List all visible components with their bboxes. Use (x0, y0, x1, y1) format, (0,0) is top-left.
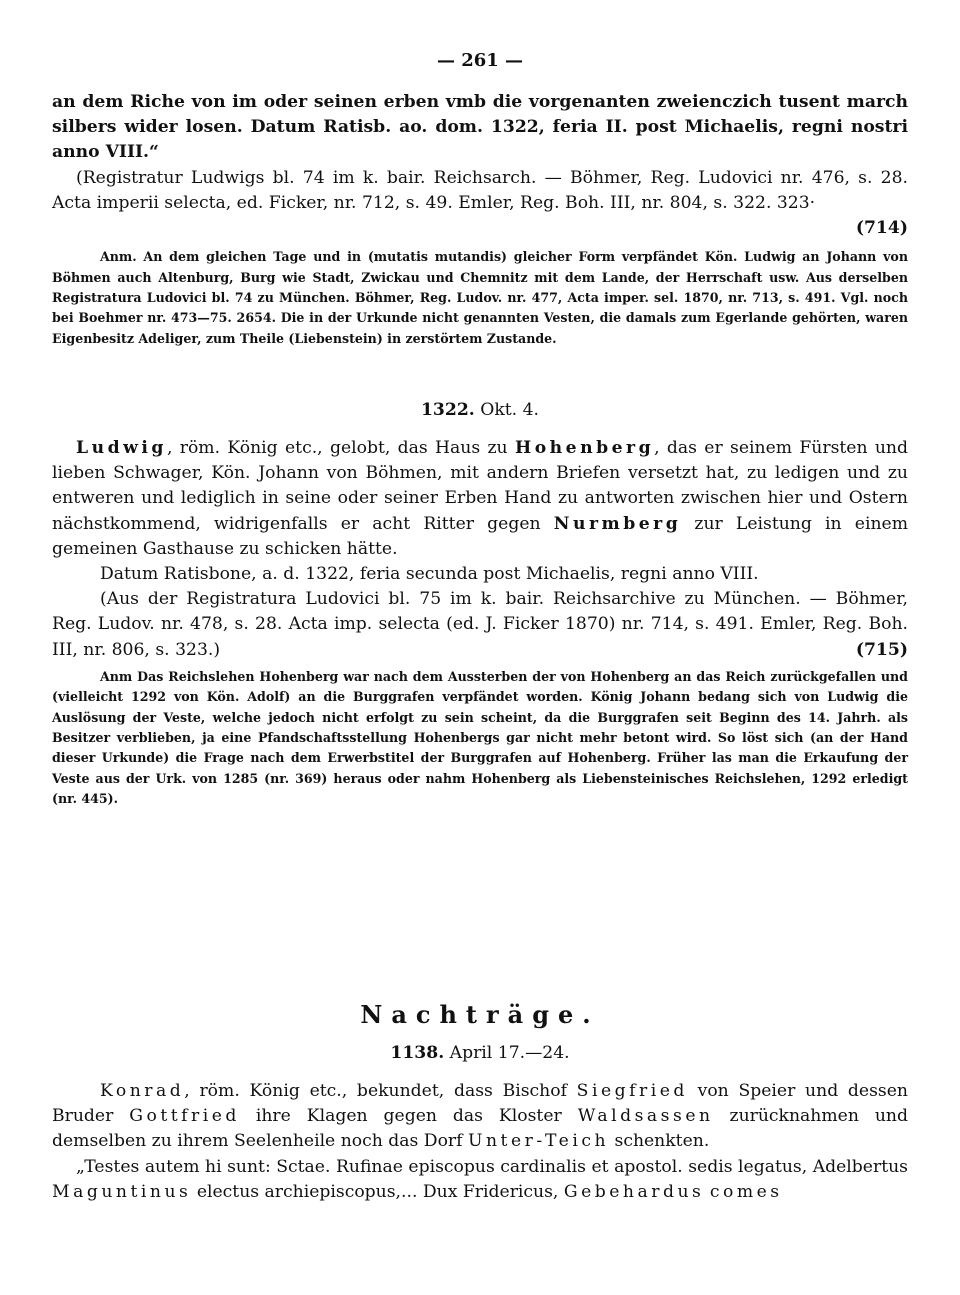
doc715-text-b: , das er seinem Fürsten und lieben Schwager, Kön. Johann von Böhmen, mit andern Briefen versetzt hat, zu ledigen und zu entweren und lediglich in seine oder seiner Erben Hand zu antworten zwischen hier und Ostern nächstkommend, widrigenfalls er acht Ritter gegen (52, 438, 908, 534)
doc715-text-c: zur Leistung in einem gemeinen Gasthause zu schicken hätte. (52, 513, 909, 559)
document-715 (52, 400, 908, 810)
nachtraege-name3: Gottfried (129, 1106, 240, 1127)
doc715-regest (52, 436, 908, 562)
doc715-date (52, 400, 908, 420)
nachtraege-testes-d: comes (709, 1181, 783, 1202)
nachtraege-text-c: ihre Klagen gegen das Kloster (239, 1106, 578, 1127)
nachtraege-name: Konrad (100, 1081, 185, 1101)
doc715-place1: Hohenberg (514, 438, 655, 458)
nachtraege-testes-name2: Gebehardus (563, 1181, 705, 1202)
doc715-number: (715) (855, 639, 908, 660)
doc715-datum: Datum Ratisbone, a. d. 1322, feria secunda post Michaelis, regni anno VIII. (100, 564, 759, 585)
page-number: — 261 — (436, 50, 524, 71)
doc715-note: Anm Das Reichslehen Hohenberg war nach dem Aussterben der von Hohenberg an das Reich zurückgefallen und (vielleicht 1292 von Kön. Adolf) an die Burggrafen verpfändet worden. König Johann bedang sich von Ludwig die Auslösung der Veste, welche jedoch nicht erfolgt zu sein scheint, da die Burggrafen seit Beginn des 14. Jahrh. als Besitzer verblieben, ja eine Pfandschaftsstellung Hohenbergs gar nicht mehr betont wird. So löst sich (an der Hand dieser Urkunde) die Frage nach dem Erwerbstitel der Burggrafen auf Hohenberg. Früher las man die Erkaufung der Veste aus der Urk. von 1285 (nr. 369) heraus oder nahm Hohenberg als Liebensteinisches Reichslehen, 1292 erledigt (nr. 445). (52, 668, 908, 807)
nachtraege-date-year: 1138. (390, 1043, 445, 1063)
nachtraege-text-b: von Speier und dessen Bruder (52, 1081, 908, 1127)
nachtraege-testes-a: „Testes autem hi sunt: Sctae. Rufinae episcopus cardinalis et apostol. sedis legatus, Adelbertus (76, 1156, 908, 1177)
doc714-text: an dem Riche von im oder seinen erben vmb die vorgenanten zweienczich tusent march silbers wider losen. Datum Ratisb. ao. dom. 1322, feria II. post Michaelis, regni nostri anno VIII.“ (52, 92, 908, 163)
nachtraege-testes-b: electus archiepiscopus,... Dux Fridericus, (191, 1181, 564, 1202)
doc714-number: (714) (855, 218, 908, 239)
nachtraege-testes-name1: Maguntinus (52, 1181, 192, 1202)
doc715-text-a: , röm. König etc., gelobt, das Haus zu (166, 438, 515, 458)
nachtraege-regest (52, 1079, 908, 1155)
doc715-date-year: 1322. (420, 400, 475, 420)
doc715-source-wrap (52, 587, 908, 663)
nachtraege-text-d: zurücknahmen und demselben zu ihrem Seelenheile noch das Dorf (52, 1106, 908, 1152)
doc715-date-rest: Okt. 4. (480, 400, 540, 420)
nachtraege-date-rest: April 17.—24. (449, 1043, 570, 1063)
nachtraege-place1: Waldsassen (577, 1106, 714, 1127)
nachtraege-name2: Siegfried (576, 1081, 688, 1101)
doc715-source: (Aus der Registratura Ludovici bl. 75 im k. bair. Reichsarchive zu München. — Böhmer, Reg. Ludov. nr. 478, s. 28. Acta imp. selecta (ed. J. Ficker 1870) nr. 714, s. 491. Emler, Reg. Boh. III, nr. 806, s. 323.) (52, 589, 908, 660)
doc715-name: Ludwig (76, 438, 167, 458)
doc715-place2: Nurmberg (553, 513, 682, 534)
nachtraege-place2: Unter-Teich (467, 1131, 610, 1152)
nachtraege-section (52, 1000, 908, 1205)
nachtraege-date (52, 1043, 908, 1063)
nachtraege-testes (52, 1155, 908, 1205)
doc714-source: (Registratur Ludwigs bl. 74 im k. bair. Reichsarch. — Böhmer, Reg. Ludovici nr. 476, s. 28. Acta imperii selecta, ed. Ficker, nr. 712, s. 49. Emler, Reg. Boh. III, nr. 804, s. 322. 323· (52, 167, 908, 213)
nachtraege-text-a: , röm. König etc., bekundet, dass Bischof (184, 1081, 577, 1101)
document-714 (52, 90, 908, 349)
doc714-note: Anm. An dem gleichen Tage und in (mutatis mutandis) gleicher Form verpfändet Kön. Ludwig an Johann von Böhmen auch Altenburg, Burg wie Stadt, Zwickau und Chemnitz mit dem Lande, der Herrschaft usw. Aus derselben Registratura Ludovici bl. 74 zu München. Böhmer, Reg. Ludov. nr. 477, Acta imper. sel. 1870, nr. 713, s. 491. Vgl. noch bei Boehmer nr. 473—75. 2654. Die in der Urkunde nicht genannten Vesten, die damals zum Egerlande gehörten, waren Eigenbesitz Adeliger, zum Theile (Liebenstein) in zerstörtem Zustande. (52, 249, 908, 346)
nachtraege-heading: Nachträge. (360, 1000, 600, 1029)
nachtraege-text-e: schenkten. (609, 1131, 710, 1152)
